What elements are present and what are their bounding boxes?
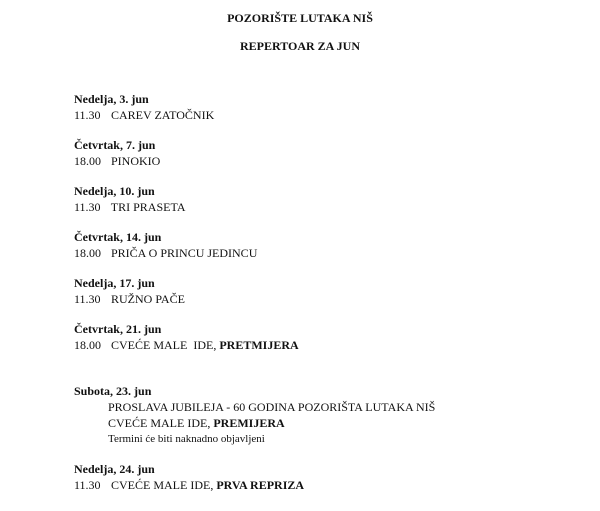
entry-time: 11.30 xyxy=(74,478,101,492)
schedule-entry xyxy=(74,91,214,123)
schedule-entry xyxy=(74,229,257,261)
entry-row xyxy=(74,337,299,353)
schedule-entry xyxy=(74,137,160,169)
schedule-entry xyxy=(74,321,299,353)
entry-line xyxy=(74,415,435,431)
entry-time: 11.30 xyxy=(74,108,101,122)
entry-tag: PRETMIJERA xyxy=(219,338,299,352)
entry-show: TRI PRASETA xyxy=(110,200,186,214)
entry-row xyxy=(74,245,257,261)
entry-show: CVEĆE MALE IDE, xyxy=(111,478,214,492)
entry-note: Termini će biti naknadno objavljeni xyxy=(108,433,265,445)
schedule-entry xyxy=(74,383,435,447)
entry-day: Četvrtak, 21. jun xyxy=(74,322,162,336)
entry-show: PINOKIO xyxy=(111,154,161,168)
entry-time: 11.30 xyxy=(74,200,101,214)
entry-row xyxy=(74,107,214,123)
repertoire-title: REPERTOAR ZA JUN xyxy=(239,39,361,53)
entry-tag: PRVA REPRIZA xyxy=(216,478,305,492)
entry-show: CVEĆE MALE IDE, xyxy=(111,338,217,352)
entry-day: Nedelja, 17. jun xyxy=(74,276,155,290)
entry-day: Subota, 23. jun xyxy=(74,384,152,398)
entry-day: Četvrtak, 14. jun xyxy=(74,230,162,244)
entry-row xyxy=(74,153,160,169)
entry-time: 11.30 xyxy=(74,292,101,306)
entry-time: 18.00 xyxy=(74,154,101,168)
entry-tag: PREMIJERA xyxy=(213,416,285,430)
entry-day: Nedelja, 10. jun xyxy=(74,184,155,198)
entry-show: RUŽNO PAČE xyxy=(111,292,185,306)
entry-show: CAREV ZATOČNIK xyxy=(111,108,215,122)
theater-title: POZORIŠTE LUTAKA NIŠ xyxy=(227,11,373,25)
entry-row xyxy=(74,199,186,215)
schedule-entry xyxy=(74,275,185,307)
schedule-entry xyxy=(74,183,186,215)
entry-show: CVEĆE MALE IDE, xyxy=(108,416,211,430)
entry-line: PROSLAVA JUBILEJA - 60 GODINA POZORIŠTA LUTAKA NIŠ xyxy=(108,400,436,414)
entry-row xyxy=(74,477,304,493)
entry-day: Četvrtak, 7. jun xyxy=(74,138,156,152)
schedule-entry xyxy=(74,461,304,493)
entry-show: PRIČA O PRINCU JEDINCU xyxy=(111,246,258,260)
entry-time: 18.00 xyxy=(74,246,101,260)
entry-row xyxy=(74,291,185,307)
entry-day: Nedelja, 24. jun xyxy=(74,462,155,476)
entry-day: Nedelja, 3. jun xyxy=(74,92,149,106)
entry-time: 18.00 xyxy=(74,338,101,352)
